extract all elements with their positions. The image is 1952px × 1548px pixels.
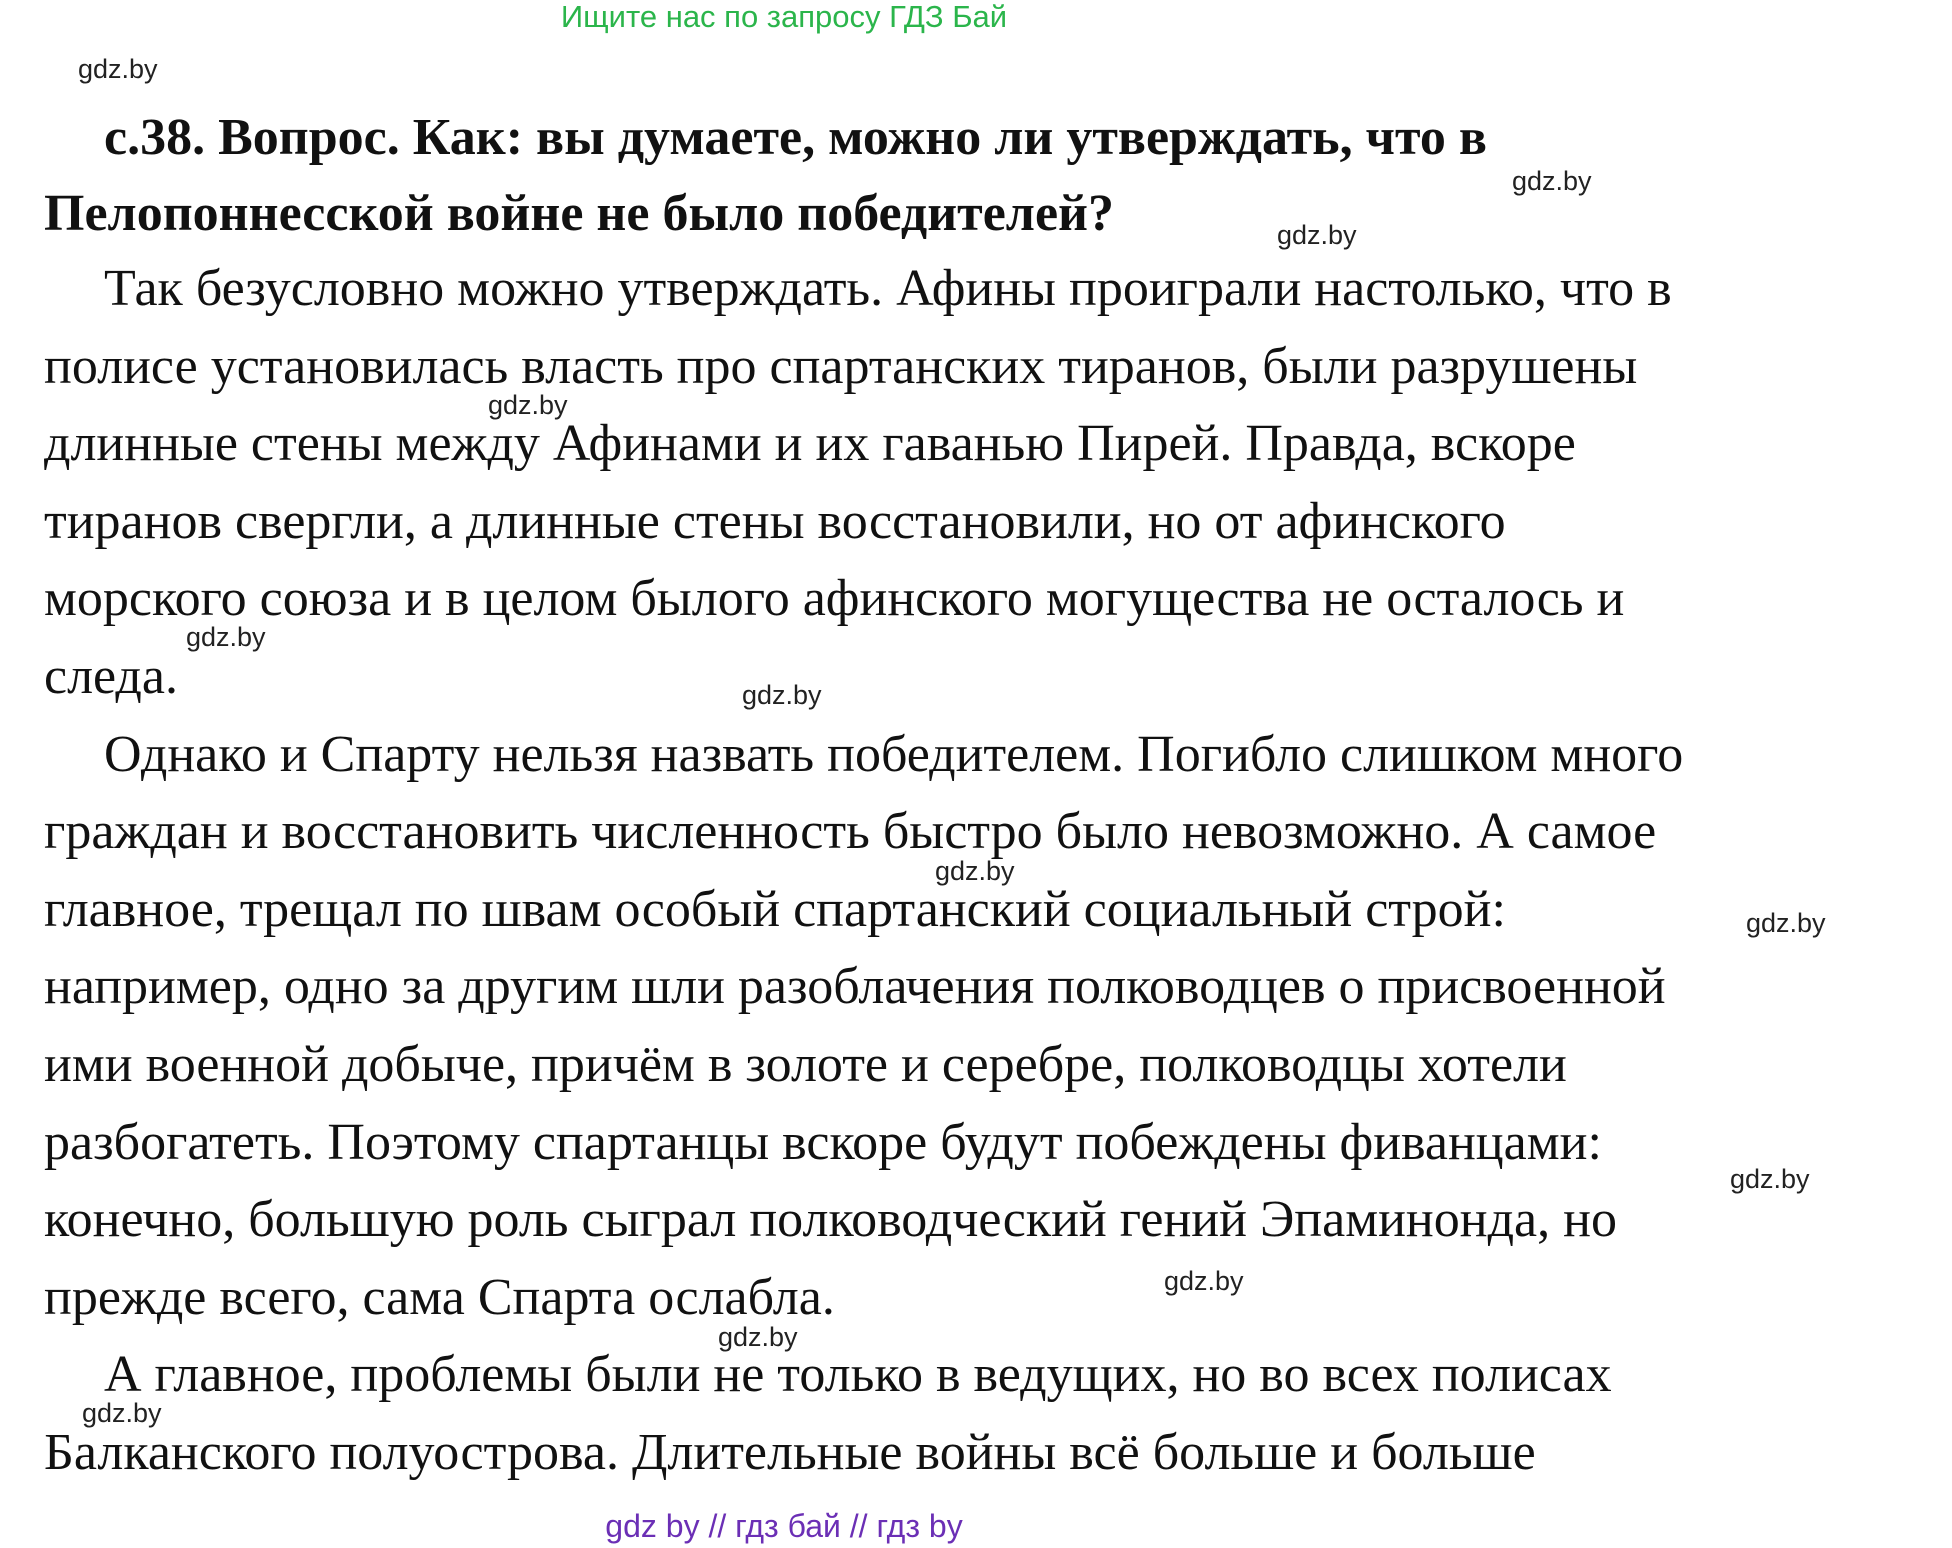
watermark: gdz.by <box>1512 166 1592 196</box>
watermark: gdz.by <box>1730 1164 1810 1194</box>
watermark: gdz.by <box>1164 1266 1244 1296</box>
watermark: gdz.by <box>488 390 568 420</box>
watermark: gdz.by <box>82 1398 162 1428</box>
watermark: gdz.by <box>718 1322 798 1352</box>
question-heading <box>44 100 1744 252</box>
answer-line: например, одно за другим шли разоблачения полководцев о присвоенной <box>44 958 1666 1016</box>
answer-line: Так безусловно можно утверждать. Афины проиграли настолько, что в <box>104 260 1672 317</box>
watermark: gdz.by <box>186 622 266 652</box>
heading-line: Пелопоннесской войне не было победителей? <box>44 185 1115 242</box>
answer-line: главное, трещал по швам особый спартанский социальный строй: <box>44 880 1506 938</box>
answer-line: А главное, проблемы были не только в ведущих, но во всех полисах <box>104 1346 1612 1404</box>
answer-line: Однако и Спарту нельзя назвать победителем. Погибло слишком много <box>104 725 1684 783</box>
answer-line: ими военной добыче, причём в золоте и серебре, полководцы хотели <box>44 1035 1567 1093</box>
watermark: gdz.by <box>742 680 822 710</box>
top-banner: Ищите нас по запросу ГДЗ Бай <box>560 0 1008 34</box>
heading-line: с.38. Вопрос. Как: вы думаете, можно ли утверждать, что в <box>104 109 1487 166</box>
answer-line: полисе установилась власть про спартанских тиранов, были разрушены <box>44 337 1638 395</box>
answer-line: конечно, большую роль сыграл полководческий гений Эпаминонда, но <box>44 1191 1617 1249</box>
answer-line: тиранов свергли, а длинные стены восстановили, но от афинского <box>44 492 1506 550</box>
answer-line: следа. <box>44 647 178 705</box>
footer-watermark: gdz by // гдз бай // гдз by <box>605 1508 963 1544</box>
answer-line: граждан и восстановить численность быстро было невозможно. А самое <box>44 803 1657 861</box>
answer-line: прежде всего, сама Спарта ослабла. <box>44 1268 835 1326</box>
answer-line: морского союза и в целом былого афинского могущества не осталось и <box>44 570 1625 628</box>
answer-line: длинные стены между Афинами и их гаванью Пирей. Правда, вскоре <box>44 415 1576 473</box>
watermark: gdz.by <box>1746 908 1826 938</box>
watermark: gdz.by <box>935 856 1015 886</box>
watermark: gdz.by <box>1277 220 1357 250</box>
watermark: gdz.by <box>78 54 158 84</box>
answer-line: разбогатеть. Поэтому спартанцы вскоре будут побеждены фиванцами: <box>44 1113 1602 1171</box>
answer-line: Балканского полуострова. Длительные войны всё больше и больше <box>44 1423 1536 1481</box>
